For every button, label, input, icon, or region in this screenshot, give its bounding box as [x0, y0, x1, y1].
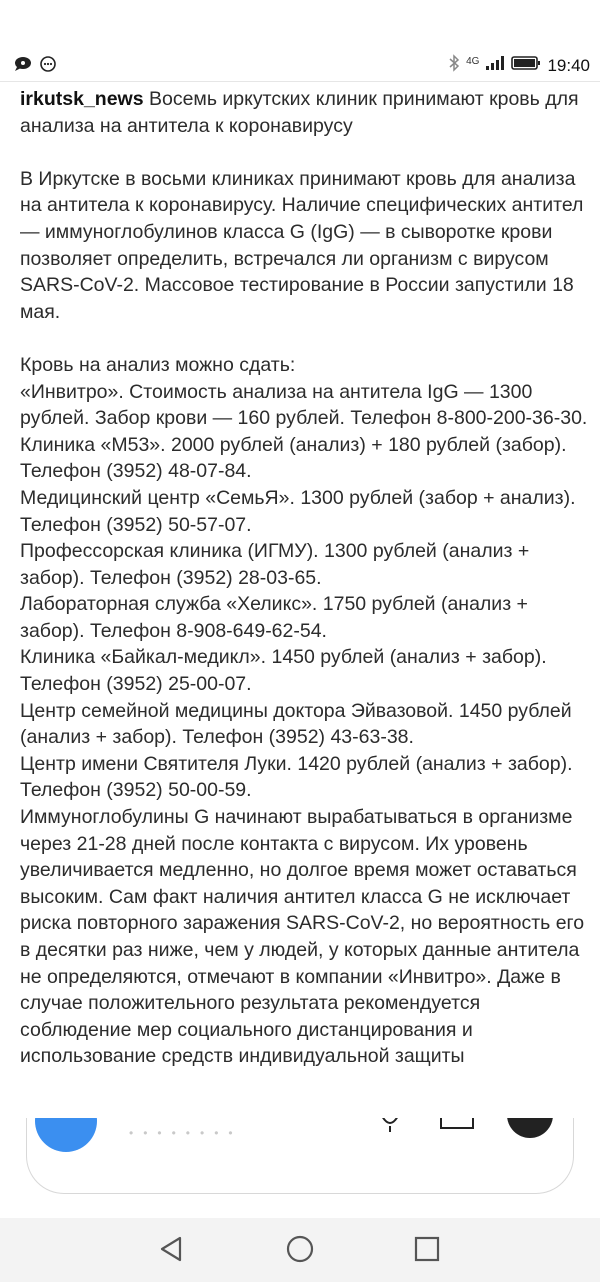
comment-bar[interactable] [26, 1118, 574, 1194]
image-icon[interactable] [439, 1118, 475, 1137]
clinic-item: «Инвитро». Стоимость анализа на антитела IgG — 1300 рублей. Забор крови — 160 рублей. Телефон 8-800-200-36-30. [20, 380, 588, 430]
post-title [20, 86, 590, 139]
status-bar [0, 0, 600, 82]
post-caption: Восемь иркутских клиник принимают кровь для анализа на антитела к коронавирусу [20, 88, 579, 137]
status-time: 19:40 [547, 55, 590, 75]
list-heading: Кровь на анализ можно сдать: [20, 353, 296, 376]
system-nav-bar [0, 1218, 600, 1282]
home-icon[interactable] [283, 1232, 317, 1266]
avatar[interactable] [35, 1118, 97, 1152]
intro-paragraph: В Иркутске в восьми клиниках принимают кровь для анализа на антитела к коронавирусу. Наличие специфических антител — иммуноглобулинов класса G (IgG) — в сыворотке крови позволяет определить, встречался ли организм с вирусом SARS-CoV-2. Массовое тестирование в России запустили 18 мая. [20, 167, 589, 323]
send-button[interactable] [507, 1118, 553, 1138]
clinic-item: Центр семейной медицины доктора Эйвазовой. 1450 рублей (анализ + забор). Телефон (3952) 43-63-38. [20, 699, 578, 749]
clinic-item: Клиника «Байкал-медикл». 1450 рублей (анализ + забор). Телефон (3952) 25-00-07. [20, 646, 553, 696]
clinic-item: Центр имени Святителя Луки. 1420 рублей (анализ + забор). Телефон (3952) 50-00-59. [20, 752, 578, 802]
post-caption-content [20, 86, 590, 1114]
clinic-item: Медицинский центр «СемьЯ». 1300 рублей (забор + анализ). Телефон (3952) 50-57-07. [20, 486, 581, 536]
battery-icon [511, 55, 541, 76]
chat-bubble-icon [14, 56, 34, 77]
clinic-item: Клиника «М53». 2000 рублей (анализ) + 180 рублей (забор). Телефон (3952) 48-07-84. [20, 433, 572, 483]
username-link[interactable]: irkutsk_news [20, 88, 144, 110]
clinic-item: Лабораторная служба «Хеликс». 1750 рублей (анализ + забор). Телефон 8-908-649-62-54. [20, 593, 534, 642]
gif-icon[interactable] [379, 1118, 401, 1141]
back-icon[interactable] [154, 1232, 188, 1266]
dotted-circle-icon [40, 56, 56, 77]
placeholder-dots: •••••••• [129, 1126, 243, 1140]
final-paragraph: Иммуноглобулины G начинают вырабатываться в организме через 21-28 дней после контакта с вирусом. Их уровень увеличивается медленно, но долгое время может оставаться высоким. Сам факт наличия антител класса G не исключает риска повторного заражения SARS-CoV-2, но вероятность его в десятки раз ниже, чем у людей, у которых данные антитела не определяются, отмечают в компании «Инвитро». Даже в случае положительного результата рекомендуется соблюдение мер социального дистанцирования и использование средств индивидуальной защиты [20, 806, 590, 1068]
status-right-icons [448, 54, 590, 77]
recents-icon[interactable] [410, 1232, 444, 1266]
bluetooth-icon [448, 54, 460, 77]
status-left-icons [14, 56, 56, 77]
network-label: 4G [466, 56, 480, 67]
clinic-item: Профессорская клиника (ИГМУ). 1300 рублей (анализ + забор). Телефон (3952) 28-03-65. [20, 540, 535, 589]
signal-icon [485, 55, 505, 76]
